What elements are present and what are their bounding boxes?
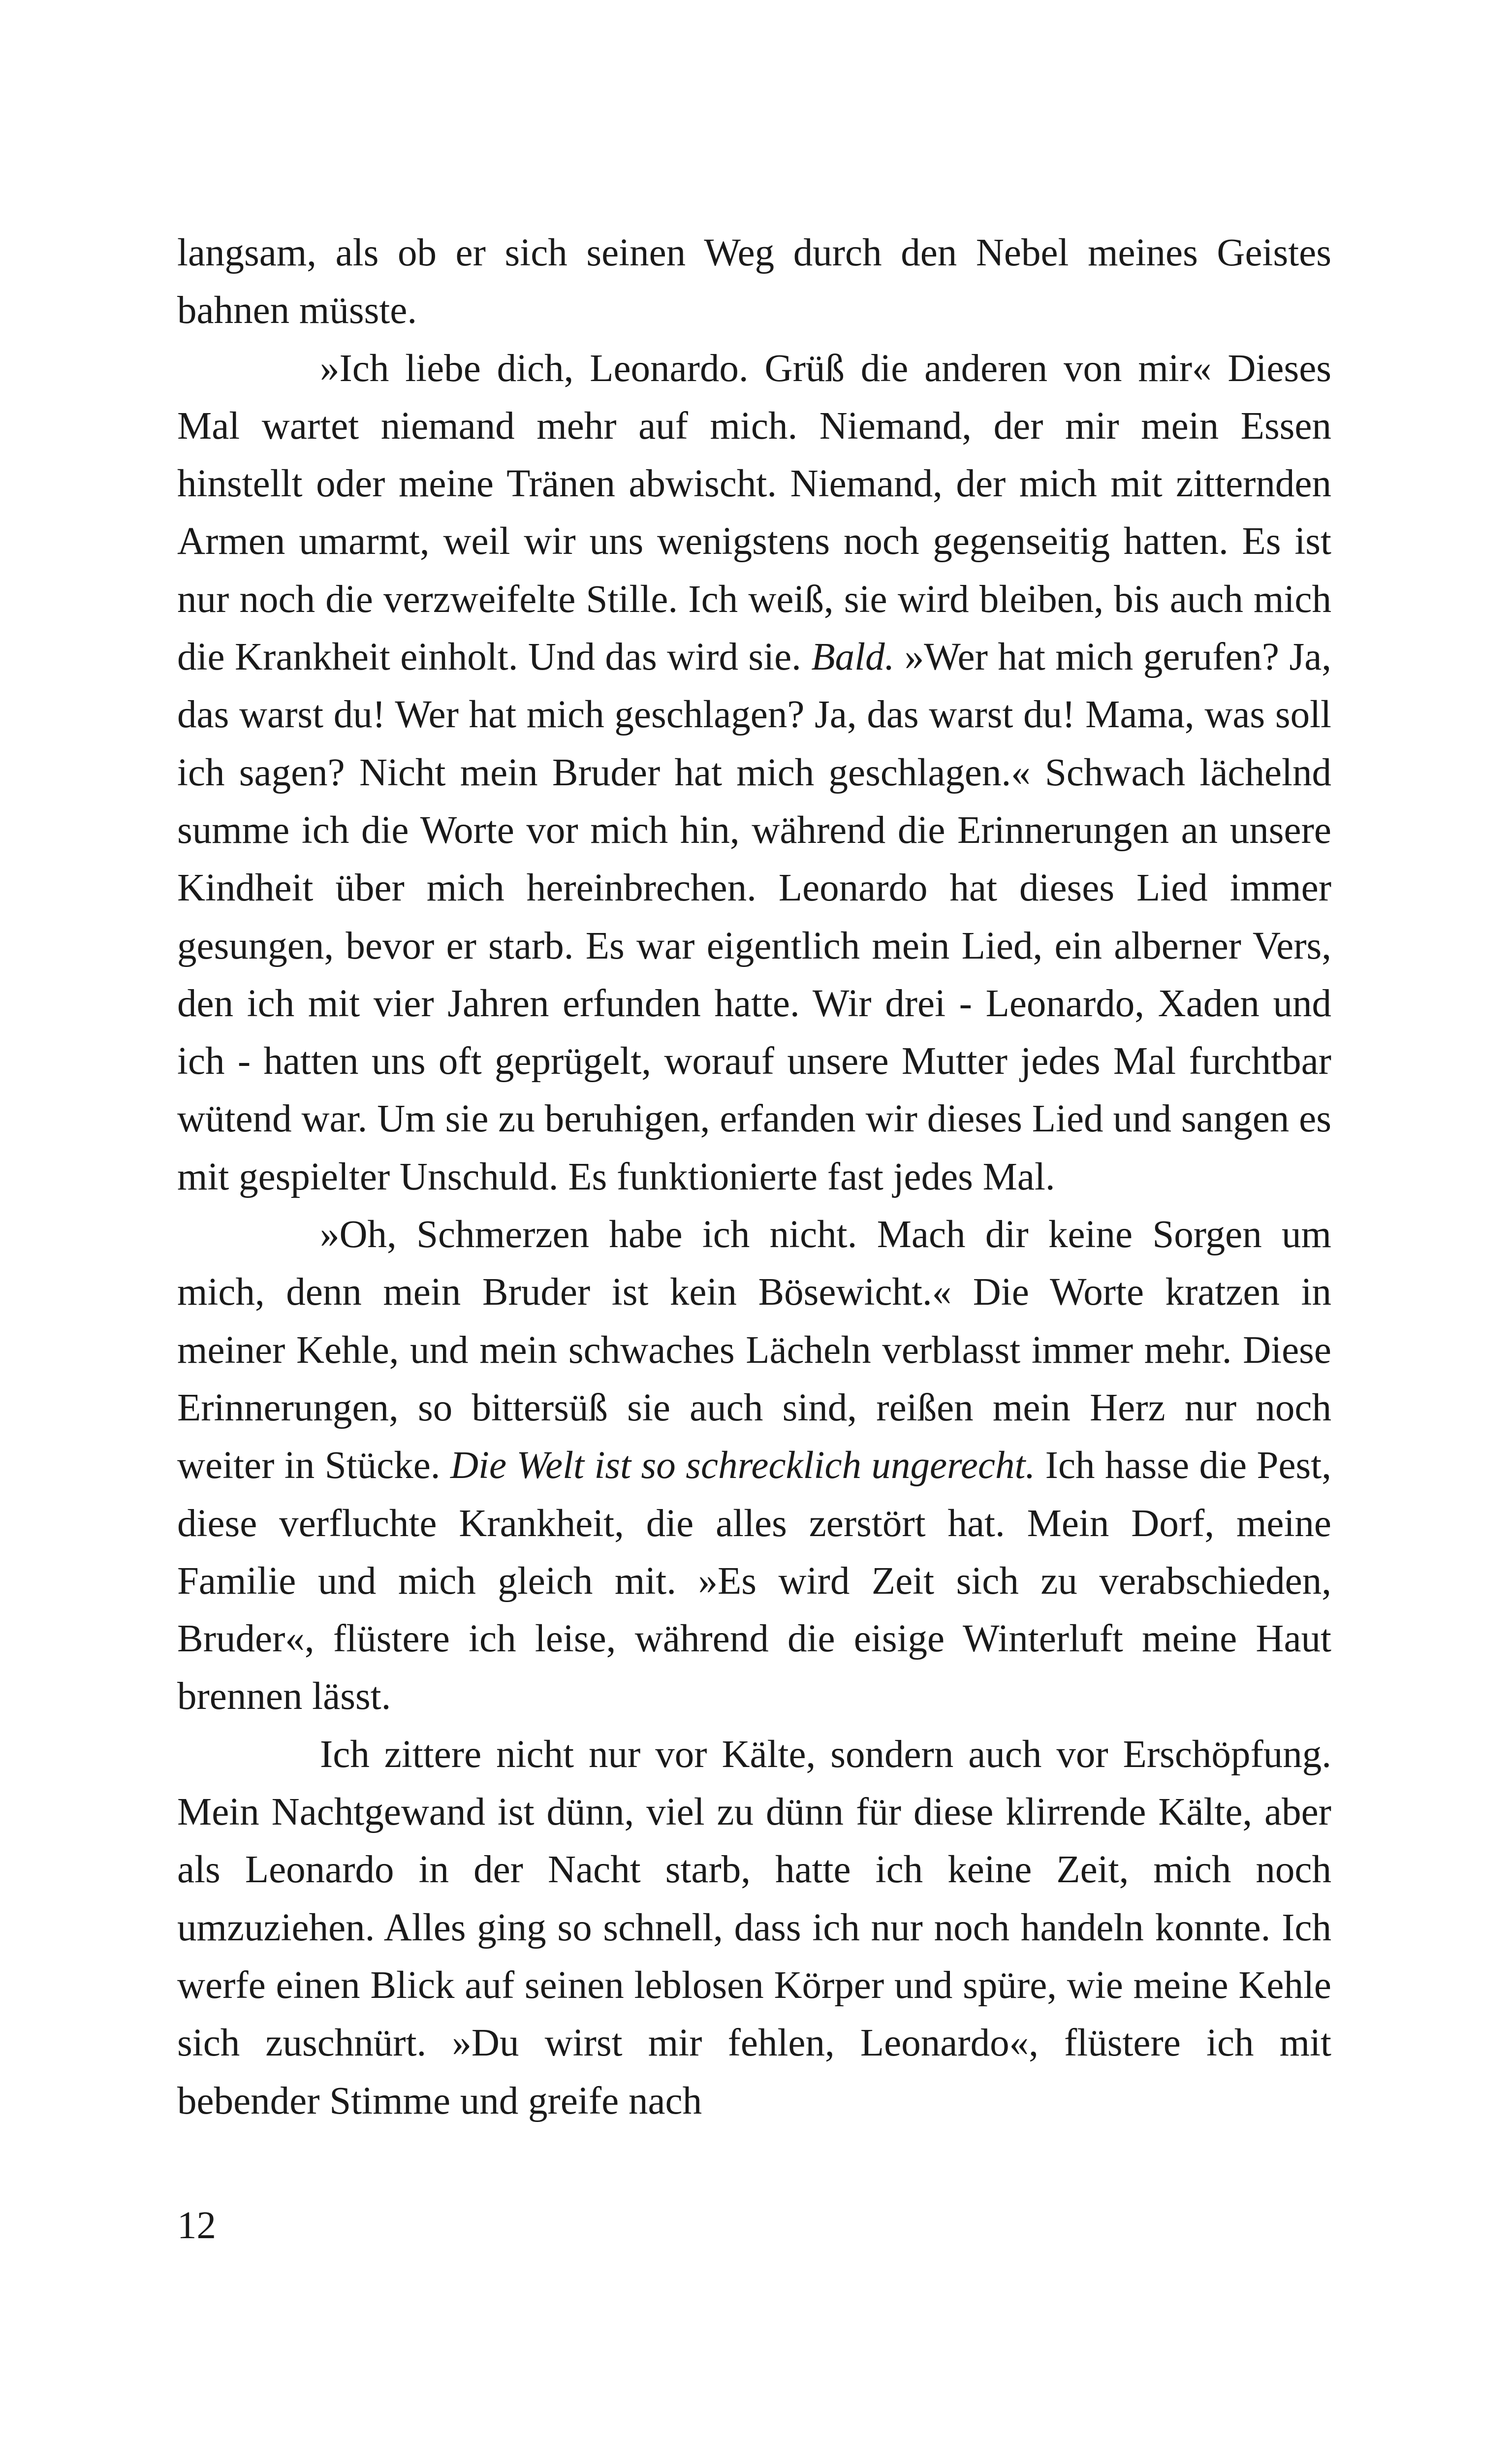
- text-segment: Ich hasse die Pest, diese verfluchte Krankheit, die alles zerstört hat. Mein Dorf, meine Familie und mich gleich mit. »Es wird Zeit sich zu verabschieden, Bruder«, flüstere ich leise, während die eisige Winterluft meine Haut brennen lässt.: [177, 1444, 1331, 1718]
- paragraph: [177, 1206, 1331, 1726]
- paragraph: [177, 1726, 1331, 2130]
- text-segment: »Ich liebe dich, Leonardo. Grüß die anderen von mir« Dieses Mal wartet niemand mehr auf mich. Niemand, der mir mein Essen hinstellt oder meine Tränen abwischt. Niemand, der mich mit zitternden Armen umarmt, weil wir uns wenigstens noch gegenseitig hatten. Es ist nur noch die verzweifelte Stille. Ich weiß, sie wird bleiben, bis auch mich die Krankheit einholt. Und das wird sie.: [177, 347, 1331, 679]
- page-number: 12: [177, 2204, 216, 2247]
- body-text: [177, 224, 1331, 2130]
- italic-text: Bald.: [811, 636, 895, 679]
- text-segment: »Oh, Schmerzen habe ich nicht. Mach dir keine Sorgen um mich, denn mein Bruder ist kein Bösewicht.« Die Worte kratzen in meiner Kehle, und mein schwaches Lächeln verblasst immer mehr. Diese Erinnerungen, so bittersüß sie auch sind, reißen mein Herz nur noch weiter in Stücke.: [177, 1213, 1331, 1487]
- italic-text: Die Welt ist so schrecklich ungerecht.: [450, 1444, 1036, 1487]
- paragraph: [177, 224, 1331, 340]
- paragraph: [177, 340, 1331, 1206]
- text-segment: Ich zittere nicht nur vor Kälte, sondern auch vor Erschöpfung. Mein Nachtgewand ist dünn, viel zu dünn für diese klirrende Kälte, aber als Leonardo in der Nacht starb, hatte ich keine Zeit, mich noch umzuziehen. Alles ging so schnell, dass ich nur noch handeln konnte. Ich werfe einen Blick auf seinen leblosen Körper und spüre, wie meine Kehle sich zuschnürt. »Du wirst mir fehlen, Leonardo«, flüstere ich mit bebender Stimme und greife nach: [177, 1733, 1331, 2122]
- text-segment: »Wer hat mich gerufen? Ja, das warst du! Wer hat mich geschlagen? Ja, das warst du! Mama, was soll ich sagen? Nicht mein Bruder hat mich geschlagen.« Schwach lächelnd summe ich die Worte vor mich hin, während die Erinnerungen an unsere Kindheit über mich hereinbrechen. Leonardo hat dieses Lied immer gesungen, bevor er starb. Es war eigentlich mein Lied, ein alberner Vers, den ich mit vier Jahren erfunden hatte. Wir drei - Leonardo, Xaden und ich - hatten uns oft geprügelt, worauf unsere Mutter jedes Mal furchtbar wütend war. Um sie zu beruhigen, erfanden wir dieses Lied und sangen es mit gespielter Unschuld. Es funktionierte fast jedes Mal.: [177, 636, 1332, 1198]
- text-segment: langsam, als ob er sich seinen Weg durch den Nebel meines Geistes bahnen müsste.: [177, 231, 1331, 332]
